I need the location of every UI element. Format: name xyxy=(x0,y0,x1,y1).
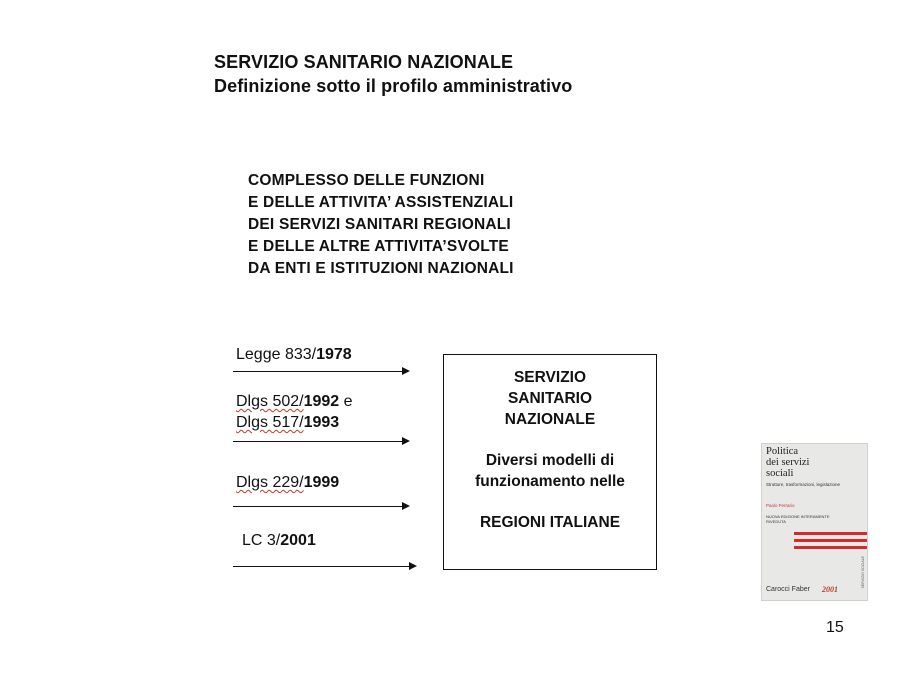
arrow-right-icon xyxy=(233,371,402,372)
box-line: SERVIZIO xyxy=(513,369,587,386)
box-line: funzionamento nelle xyxy=(475,473,625,490)
book-year: 2001 xyxy=(822,585,838,594)
law-prefix: Dlgs 502/ xyxy=(236,393,304,410)
law-label-1992-1993 xyxy=(236,391,353,433)
law-prefix: Dlgs 517/ xyxy=(236,414,304,431)
law-label-1999 xyxy=(236,472,339,493)
cover-stripe xyxy=(794,546,868,549)
definition-line: E DELLE ALTRE ATTIVITA’SVOLTE xyxy=(248,238,509,255)
box-line: Diversi modelli di xyxy=(485,452,615,469)
law-label-1978 xyxy=(236,344,352,365)
definition-line: COMPLESSO DELLE FUNZIONI xyxy=(248,172,485,189)
slide-title xyxy=(214,50,572,98)
cover-stripe xyxy=(794,539,868,542)
box-line: NAZIONALE xyxy=(504,411,596,428)
box-line: REGIONI ITALIANE xyxy=(479,514,621,531)
law-year: 1993 xyxy=(303,414,340,431)
law-year: 1978 xyxy=(316,346,352,363)
book-cover-image xyxy=(761,443,868,601)
law-prefix: Dlgs 229/ xyxy=(236,474,304,491)
book-title xyxy=(766,446,846,479)
law-year: 2001 xyxy=(280,532,316,549)
book-publisher: Carocci Faber xyxy=(766,586,810,593)
slide-title-line-2: Definizione sotto il profilo amministrativo xyxy=(214,76,573,96)
book-author: Paolo Ferrario xyxy=(766,503,795,508)
slide-title-line-1: SERVIZIO SANITARIO NAZIONALE xyxy=(214,52,514,72)
law-suffix: e xyxy=(339,393,353,410)
ssn-box xyxy=(443,354,657,570)
book-title-line: dei servizi xyxy=(766,457,810,468)
arrow-right-icon xyxy=(233,566,409,567)
arrow-right-icon xyxy=(233,441,402,442)
law-prefix: Legge 833/ xyxy=(236,346,317,363)
cover-stripe xyxy=(794,532,868,535)
law-year: 1992 xyxy=(303,393,340,410)
law-prefix: LC 3/ xyxy=(242,532,281,549)
book-spine-label: SERVIZIO SOCIALE xyxy=(861,556,865,589)
book-title-line: sociali xyxy=(766,468,794,479)
definition-block xyxy=(248,170,514,280)
definition-line: DEI SERVIZI SANITARI REGIONALI xyxy=(248,216,511,233)
definition-line: DA ENTI E ISTITUZIONI NAZIONALI xyxy=(248,260,514,277)
arrow-right-icon xyxy=(233,506,402,507)
law-year: 1999 xyxy=(303,474,340,491)
definition-line: E DELLE ATTIVITA’ ASSISTENZIALI xyxy=(248,194,514,211)
box-line: SANITARIO xyxy=(507,390,593,407)
book-title-line: Politica xyxy=(766,446,799,457)
page-number: 15 xyxy=(826,619,844,636)
book-subtitle: Strutture, trasformazioni, legislazione xyxy=(766,482,841,487)
law-label-2001 xyxy=(242,530,316,551)
book-edition: NUOVA EDIZIONE INTERAMENTE RIVEDUTA xyxy=(766,514,830,524)
